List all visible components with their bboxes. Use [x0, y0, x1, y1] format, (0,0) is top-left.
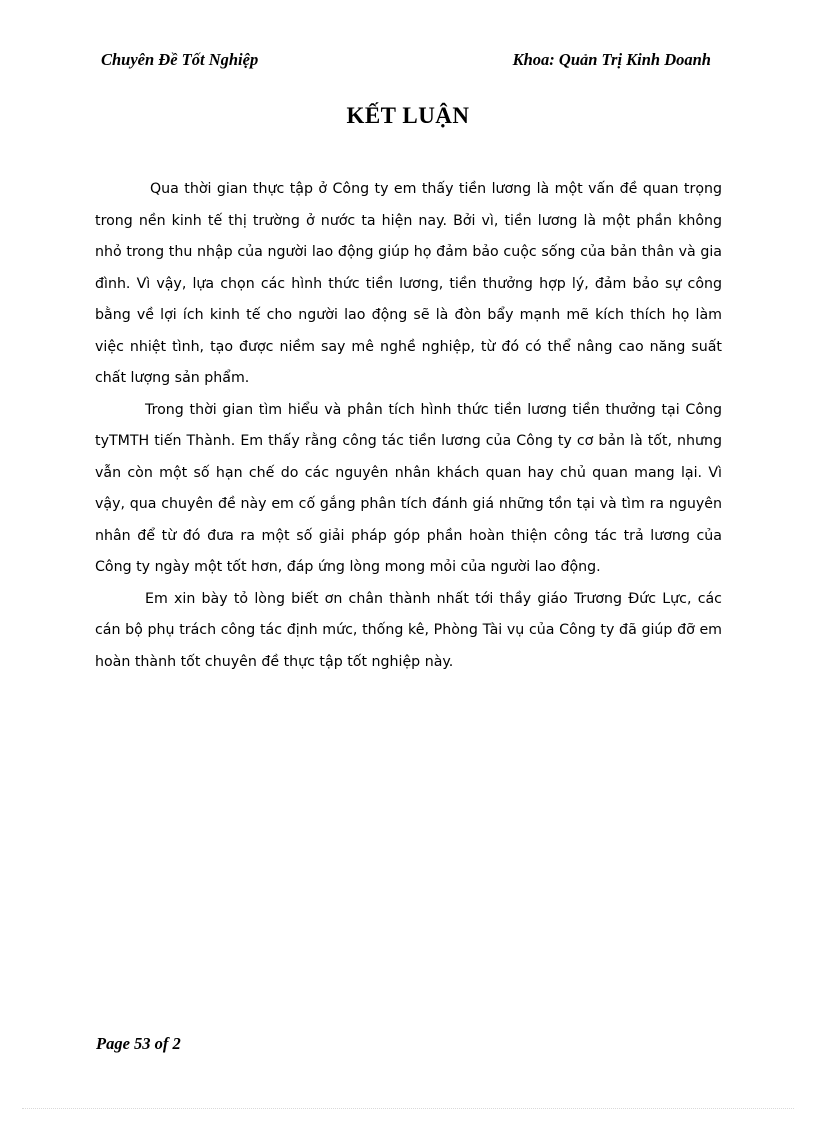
page-title: KẾT LUẬN [346, 103, 470, 128]
page-header [101, 50, 711, 74]
body-text [95, 174, 722, 678]
page-footer: Page 53 of 2 [96, 1034, 181, 1053]
page-bottom-divider [22, 1108, 794, 1109]
paragraph: Qua thời gian thực tập ở Công ty em thấy tiền lương là một vấn đề quan trọng trong nền kinh tế thị trường ở nước ta hiện nay. Bởi vì, tiền lương là một phần không nhỏ trong thu nhập của người lao động giúp họ đảm bảo cuộc sống của bản thân và gia đình. Vì vậy, lựa chọn các hình thức tiền lương, tiền thưởng hợp lý, đảm bảo sự công bằng về lợi ích kinh tế cho người lao động sẽ là đòn bẩy mạnh mẽ kích thích họ làm việc nhiệt tình, tạo được niềm say mê nghề nghiệp, từ đó có thể nâng cao năng suất chất lượng sản phẩm. [95, 181, 722, 386]
header-left-text: Chuyên Đề Tốt Nghiệp [101, 50, 259, 69]
paragraph: Em xin bày tỏ lòng biết ơn chân thành nhất tới thầy giáo Trương Đức Lực, các cán bộ phụ trách công tác định mức, thống kê, Phòng Tài vụ của Công ty đã giúp đỡ em hoàn thành tốt chuyên đề thực tập tốt nghiệp này. [95, 590, 722, 670]
header-right-text: Khoa: Quản Trị Kinh Doanh [512, 50, 711, 69]
paragraph: Trong thời gian tìm hiểu và phân tích hình thức tiền lương tiền thưởng tại Công tyTMTH tiến Thành. Em thấy rằng công tác tiền lương của Công ty cơ bản là tốt, nhưng vẫn còn một số hạn chế do các nguyên nhân khách quan hay chủ quan mang lại. Vì vậy, qua chuyên đề này em cố gắng phân tích đánh giá những tồn tại và tìm ra nguyên nhân để từ đó đưa ra một số giải pháp góp phần hoàn thiện công tác trả lương của Công ty ngày một tốt hơn, đáp ứng lòng mong mỏi của người lao động. [95, 401, 722, 575]
